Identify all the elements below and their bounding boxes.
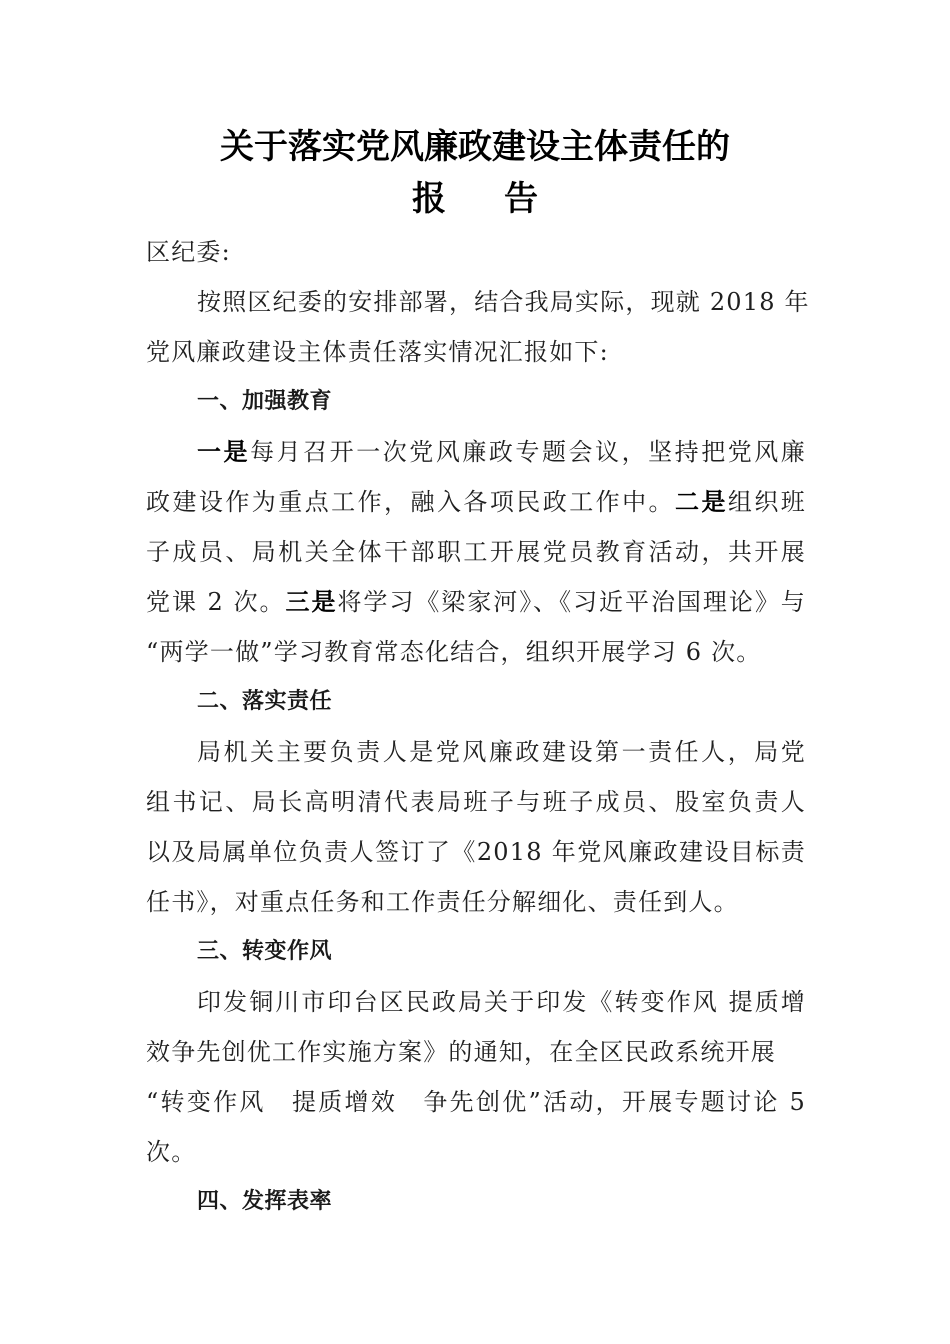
section1-line-5: “两学一做”学习教育常态化结合，组织开展学习 6 次。 [146,638,762,666]
intro-line-2: 党风廉政建设主体责任落实情况汇报如下: [146,338,609,366]
bold-lead-3: 三是 [285,587,338,616]
bold-lead-1: 一是 [197,437,251,466]
section3-line-3: “转变作风 提质增效 争先创优”活动，开展专题讨论 5 [146,1088,806,1116]
section-heading-2: 二、落实责任 [197,688,333,714]
bold-lead-2: 二是 [675,487,728,516]
section-heading-4: 四、发挥表率 [197,1188,333,1214]
section-heading-3: 三、转变作风 [197,938,333,964]
salutation: 区纪委: [146,238,231,266]
section1-line-1-text: 每月召开一次党风廉政专题会议，坚持把党风廉 [250,438,806,466]
document-title-line-2 [0,179,950,219]
section2-line-4: 任书》，对重点任务和工作责任分解细化、责任到人。 [146,888,739,916]
section-heading-1: 一、加强教育 [197,388,333,414]
intro-line-1: 按照区纪委的安排部署，结合我局实际，现就 2018 年 [197,288,810,316]
section1-line-2 [146,487,807,516]
section1-line-2-text-a: 政建设作为重点工作，融入各项民政工作中。 [146,488,675,516]
section1-line-4-text-a: 党课 2 次。 [146,588,286,616]
section1-line-4-text-b: 将学习《梁家河》、《习近平治国理论》与 [337,588,806,616]
section3-line-1: 印发铜川市印台区民政局关于印发《转变作风 提质增 [197,988,806,1016]
document-title-line-1: 关于落实党风廉政建设主体责任的 [220,127,730,167]
title-char-bao: 报 [412,179,446,219]
title-char-gao: 告 [504,179,538,219]
section3-line-2: 效争先创优工作实施方案》的通知，在全区民政系统开展 [146,1038,776,1066]
section2-line-1: 局机关主要负责人是党风廉政建设第一责任人，局党 [197,738,806,766]
section1-line-2-text-b: 组织班 [727,488,807,516]
section1-line-1 [197,437,806,466]
section2-line-3: 以及局属单位负责人签订了《2018 年党风廉政建设目标责 [146,838,806,866]
section3-line-4: 次。 [146,1138,197,1166]
section2-line-2: 组书记、局长高明清代表局班子与班子成员、股室负责人 [146,788,806,816]
section1-line-4 [146,587,806,616]
section1-line-3: 子成员、局机关全体干部职工开展党员教育活动，共开展 [146,538,806,566]
